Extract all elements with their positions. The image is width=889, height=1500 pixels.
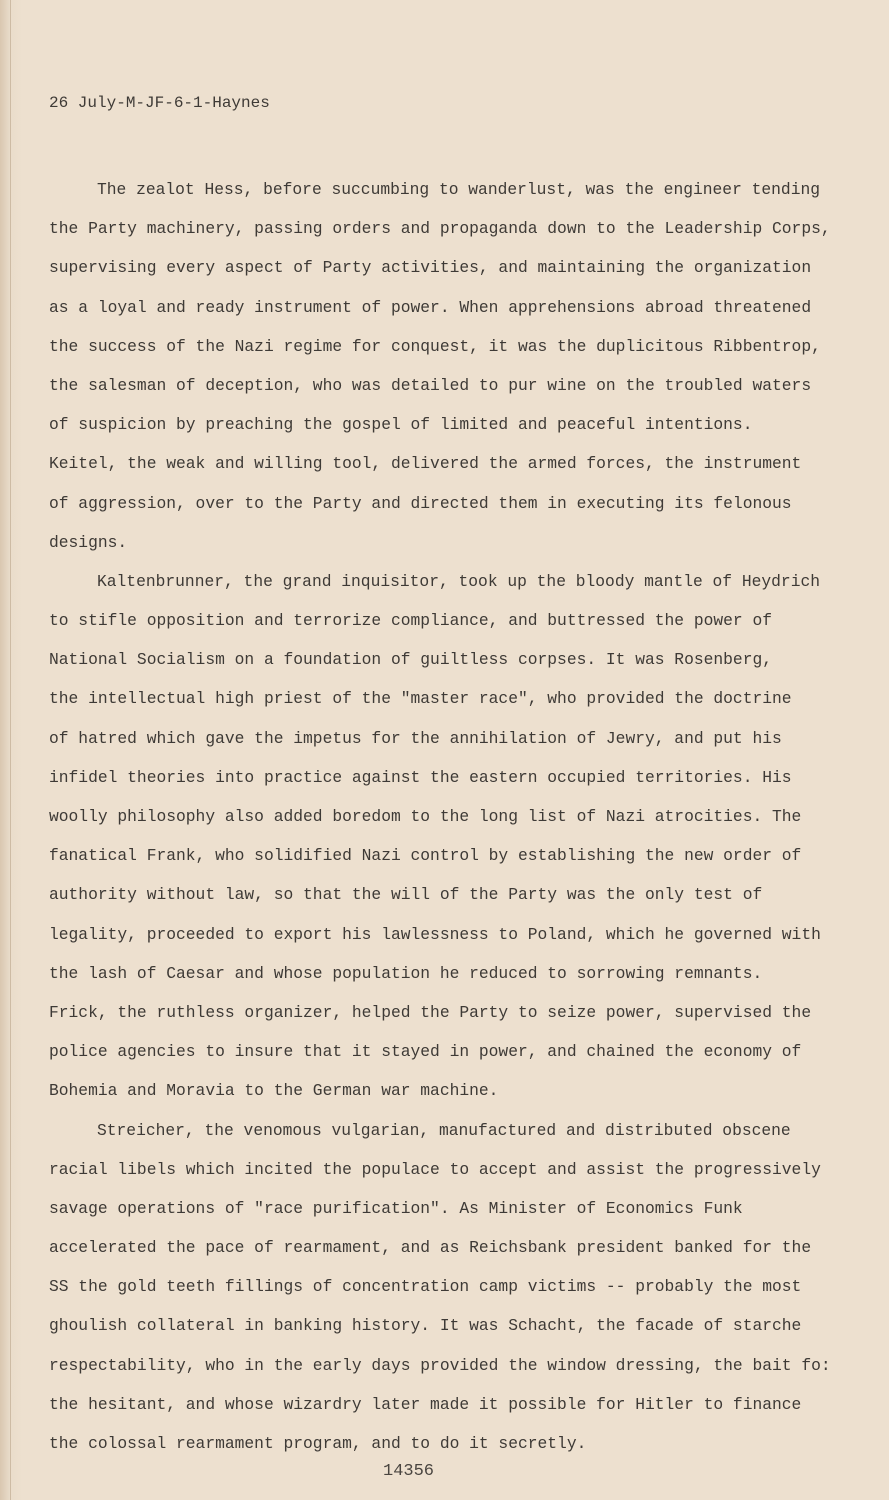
page-number: 14356 [383,1462,435,1481]
text-line: savage operations of "race purification". As Minister of Economics Funk [49,1198,743,1218]
document-body [49,170,839,1463]
text-line: of suspicion by preaching the gospel of limited and peaceful intentions. [49,415,753,435]
text-line: legality, proceeded to export his lawlessness to Poland, which he governed with [49,924,821,944]
text-line: of hatred which gave the impetus for the annihilation of Jewry, and put his [49,728,782,748]
text-line: supervising every aspect of Party activities, and maintaining the organization [49,258,812,278]
page-fold [10,0,11,1500]
text-line: Bohemia and Moravia to the German war machine. [49,1081,499,1101]
text-line: fanatical Frank, who solidified Nazi control by establishing the new order of [49,846,802,866]
text-line: woolly philosophy also added boredom to the long list of Nazi atrocities. The [49,807,802,826]
document-header: 26 July-M-JF-6-1-Haynes [49,94,270,112]
text-line: authority without law, so that the will of the Party was the only test of [49,885,763,905]
text-line: Frick, the ruthless organizer, helped the Party to seize power, supervised the [49,1002,812,1022]
text-line: SS the gold teeth fillings of concentration camp victims -- probably the most [49,1277,802,1297]
text-line: police agencies to insure that it stayed in power, and chained the economy of [49,1042,802,1062]
text-line: respectability, who in the early days provided the window dressing, the bait fo: [49,1355,831,1375]
text-line: as a loyal and ready instrument of power. When apprehensions abroad threatened [49,297,812,317]
text-line: the colossal rearmament program, and to do it secretly. [49,1434,587,1453]
text-line: The zealot Hess, before succumbing to wanderlust, was the engineer tending [97,180,821,199]
text-line: National Socialism on a foundation of guiltless corpses. It was Rosenberg, [49,650,773,670]
text-line: Streicher, the venomous vulgarian, manufactured and distributed obscene [97,1120,791,1140]
text-line: designs. [49,532,128,552]
text-line: to stifle opposition and terrorize compliance, and buttressed the power of [49,611,773,631]
text-line: ghoulish collateral in banking history. It was Schacht, the facade of starche [49,1316,802,1336]
text-line: Kaltenbrunner, the grand inquisitor, took up the bloody mantle of Heydrich [97,571,821,591]
text-line: racial libels which incited the populace to accept and assist the progressively [49,1159,821,1179]
text-line: accelerated the pace of rearmament, and as Reichsbank president banked for the [49,1238,812,1258]
text-line: infidel theories into practice against the eastern occupied territories. His [49,767,792,787]
text-line: of aggression, over to the Party and directed them in executing its felonous [49,493,792,513]
text-line: the hesitant, and whose wizardry later made it possible for Hitler to finance [49,1394,802,1414]
text-line: the Party machinery, passing orders and propaganda down to the Leadership Corps, [49,219,831,239]
text-line: the success of the Nazi regime for conquest, it was the duplicitous Ribbentrop, [49,336,821,356]
text-line: the salesman of deception, who was detailed to pur wine on the troubled waters [49,375,812,395]
text-line: the lash of Caesar and whose population he reduced to sorrowing remnants. [49,963,763,983]
text-line: the intellectual high priest of the "master race", who provided the doctrine [49,689,792,709]
text-line: Keitel, the weak and willing tool, delivered the armed forces, the instrument [49,454,802,474]
